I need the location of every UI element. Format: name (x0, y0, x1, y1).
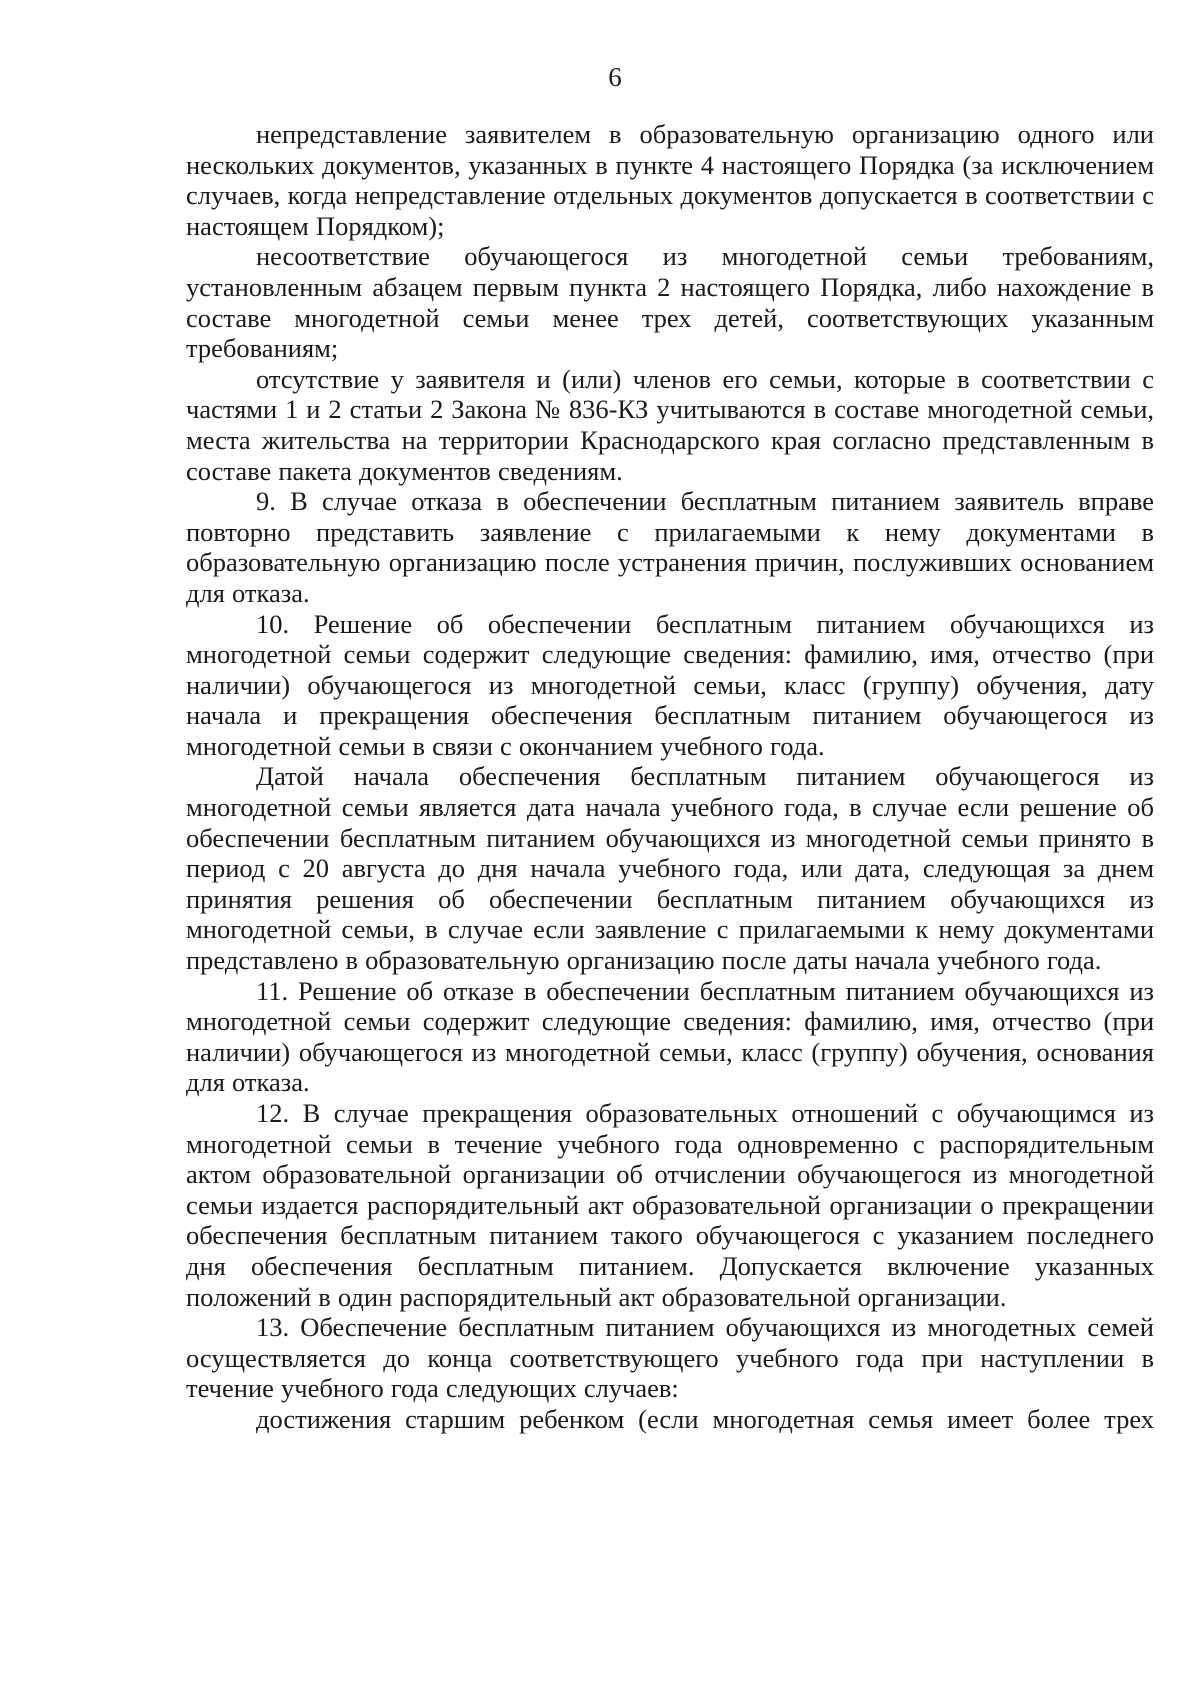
paragraph-no-residence: отсутствие у заявителя и (или) членов его семьи, которые в соответствии с частями 1 и 2 статьи 2 Закона № 836-КЗ учитываются в составе многодетной семьи, места жительства на территории Краснодарского края согласно представленным в составе пакета документов сведениям. (186, 363, 1154, 486)
paragraph-item-9: 9. В случае отказа в обеспечении бесплатным питанием заявитель вправе повторно представить заявление с прилагаемыми к нему документами в образовательную организацию после устранения причин, послуживших основанием для отказа. (186, 486, 1154, 608)
paragraph-non-compliance: несоответствие обучающегося из многодетной семьи требованиям, установленным абзацем первым пункта 2 настоящего Порядка, либо нахождение в составе многодетной семьи менее трех детей, соответствующих указанным требованиям; (186, 241, 1154, 364)
paragraph-item-11: 11. Решение об отказе в обеспечении бесплатным питанием обучающихся из многодетной семьи содержит следующие сведения: фамилию, имя, отчество (при наличии) обучающегося из многодетной семьи, класс (группу) обучения, основания для отказа. (186, 975, 1154, 1098)
paragraph-item-10: 10. Решение об обеспечении бесплатным питанием обучающихся из многодетной семьи содержит следующие сведения: фамилию, имя, отчество (при наличии) обучающегося из многодетной семьи, класс (группу) обучения, дату начала и прекращения обеспечения бесплатным питанием обучающегося из многодетной семьи в связи с окончанием учебного года. (186, 608, 1154, 761)
document-body (186, 119, 1154, 1435)
paragraph-non-submission: непредставление заявителем в образовательную организацию одного или нескольких документов, указанных в пункте 4 настоящего Порядка (за исключением случаев, когда непредставление отдельных документов допускается в соответствии с настоящем Порядком); (186, 119, 1154, 241)
paragraph-item-12: 12. В случае прекращения образовательных отношений с обучающимся из многодетной семьи в течение учебного года одновременно с распорядительным актом образовательной организации об отчислении обучающегося из многодетной семьи издается распорядительный акт образовательной организации о прекращении обеспечения бесплатным питанием такого обучающегося с указанием последнего дня обеспечения бесплатным питанием. Допускается включение указанных положений в один распорядительный акт образовательной организации. (186, 1098, 1154, 1312)
paragraph-item-13: 13. Обеспечение бесплатным питанием обучающихся из многодетных семей осуществляется до конца соответствующего учебного года при наступлении в течение учебного года следующих случаев: (186, 1312, 1154, 1404)
page-number: 6 (608, 62, 622, 92)
paragraph-start-date: Датой начала обеспечения бесплатным питанием обучающегося из многодетной семьи является дата начала учебного года, в случае если решение об обеспечении бесплатным питанием обучающихся из многодетной семьи принято в период с 20 августа до дня начала учебного года, или дата, следующая за днем принятия решения об обеспечении бесплатным питанием обучающихся из многодетной семьи, в случае если заявление с прилагаемыми к нему документами представлено в образовательную организацию после даты начала учебного года. (186, 761, 1154, 976)
paragraph-eldest-child: достижения старшим ребенком (если многодетная семья имеет более трех (256, 1403, 1154, 1434)
